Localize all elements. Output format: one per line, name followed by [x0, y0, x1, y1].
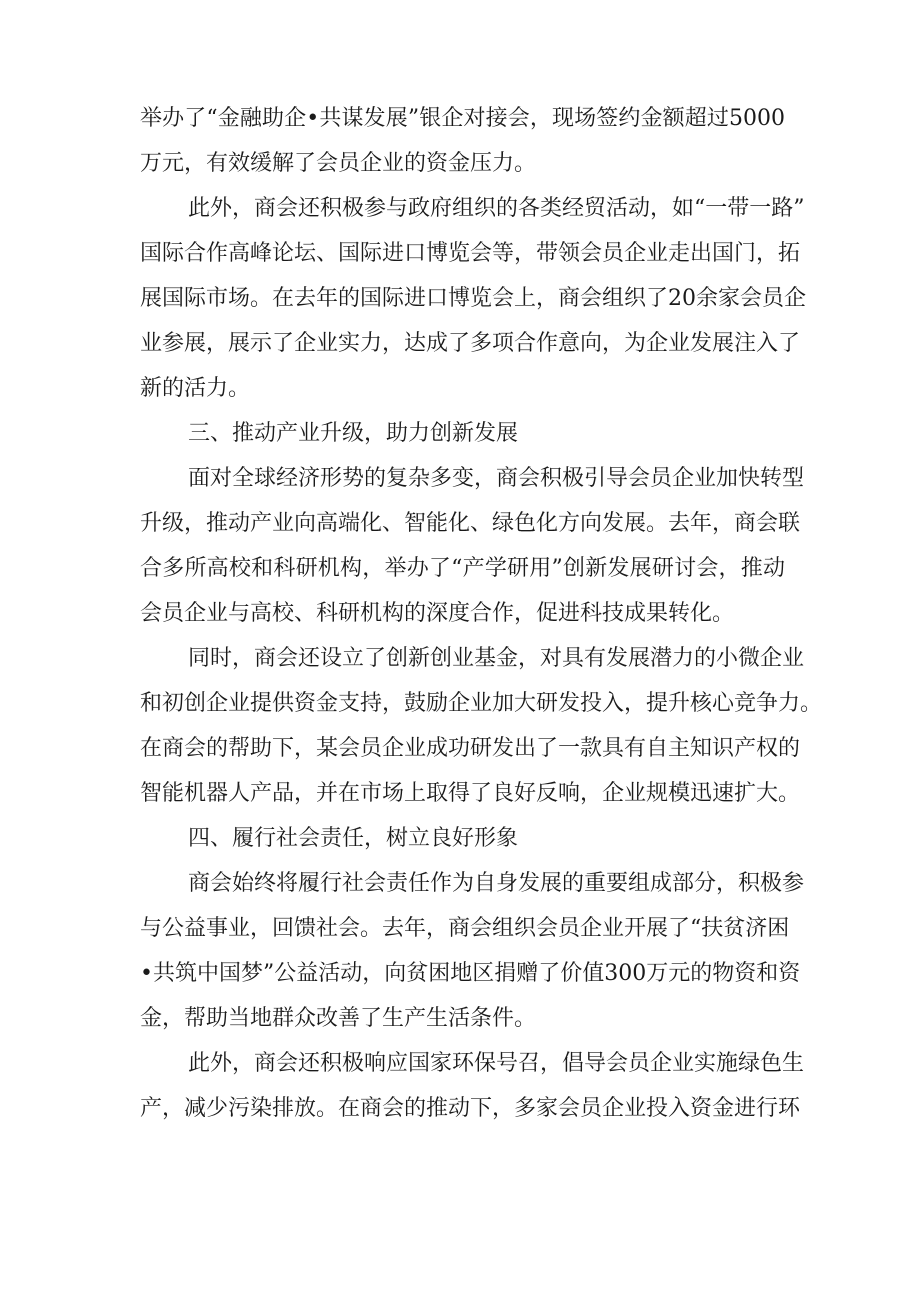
text-line: 升级，推动产业向高端化、智能化、绿色化方向发展。去年，商会联	[140, 511, 801, 536]
text-line: 同时，商会还设立了创新创业基金，对具有发展潜力的小微企业	[188, 646, 805, 671]
text-line: 新的活力。	[140, 376, 251, 401]
text-line: 在商会的帮助下，某会员企业成功研发出了一款具有自主知识产权的	[140, 736, 801, 761]
section-heading: 四、履行社会责任，树立良好形象	[188, 826, 519, 851]
text-line: 此外，商会还积极响应国家环保号召，倡导会员企业实施绿色生	[188, 1051, 805, 1076]
text-line: 合多所高校和科研机构，举办了“产学研用”创新发展研讨会，推动	[140, 556, 785, 581]
section-heading: 三、推动产业升级，助力创新发展	[188, 421, 519, 446]
text-line: 产，减少污染排放。在商会的推动下，多家会员企业投入资金进行环	[140, 1096, 801, 1121]
text-line: 面对全球经济形势的复杂多变，商会积极引导会员企业加快转型	[188, 466, 805, 491]
text-line: 智能机器人产品，并在市场上取得了良好反响，企业规模迅速扩大。	[140, 781, 801, 806]
body-text	[140, 96, 823, 1131]
text-line: 业参展，展示了企业实力，达成了多项合作意向，为企业发展注入了	[140, 331, 801, 356]
text-line: 商会始终将履行社会责任作为自身发展的重要组成部分，积极参	[188, 871, 805, 896]
text-line: 和初创企业提供资金支持，鼓励企业加大研发投入，提升核心竞争力。	[140, 691, 823, 716]
text-line: 国际合作高峰论坛、国际进口博览会等，带领会员企业走出国门，拓	[140, 241, 801, 266]
text-line: •共筑中国梦”公益活动，向贫困地区捐赠了价值300万元的物资和资	[140, 961, 801, 986]
text-line: 举办了“金融助企•共谋发展”银企对接会，现场签约金额超过5000	[140, 106, 785, 131]
text-line: 与公益事业，回馈社会。去年，商会组织会员企业开展了“扶贫济困	[140, 916, 790, 941]
text-line: 展国际市场。在去年的国际进口博览会上，商会组织了20余家会员企	[140, 286, 806, 311]
text-line: 万元，有效缓解了会员企业的资金压力。	[140, 151, 537, 176]
text-line: 金，帮助当地群众改善了生产生活条件。	[140, 1006, 537, 1031]
text-line: 此外，商会还积极参与政府组织的各类经贸活动，如“一带一路”	[188, 196, 805, 221]
text-line: 会员企业与高校、科研机构的深度合作，促进科技成果转化。	[140, 601, 735, 626]
